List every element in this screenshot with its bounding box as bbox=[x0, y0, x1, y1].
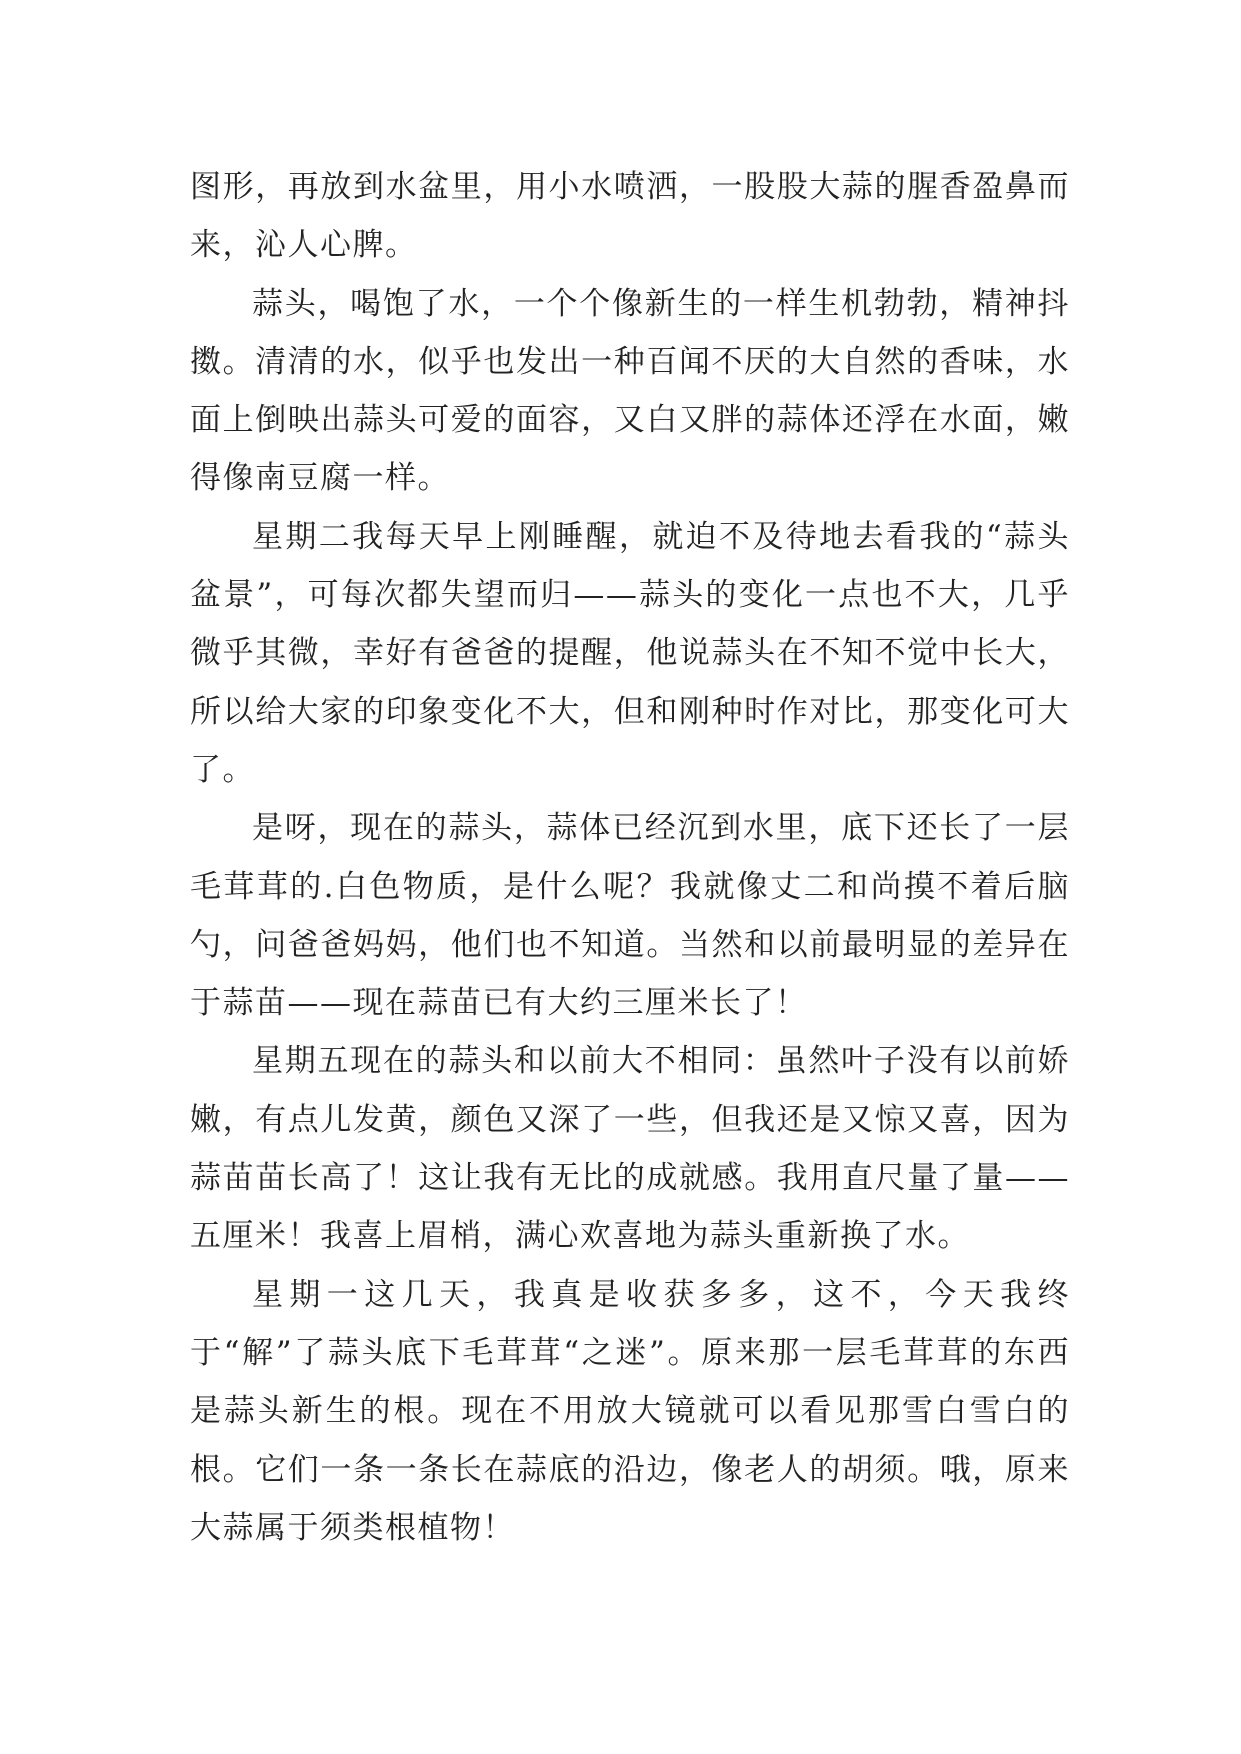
paragraph-1: 图形，再放到水盆里，用小水喷洒，一股股大蒜的腥香盈鼻而来，沁人心脾。 bbox=[190, 169, 1070, 264]
paragraph-6: 星期一这几天，我真是收获多多，这不，今天我终于“解”了蒜头底下毛茸茸“之迷”。原来那一层毛茸茸的东西是蒜头新生的根。现在不用放大镜就可以看见那雪白雪白的根。它们一条一条长在蒜底的沿边，像老人的胡须。哦，原来大蒜属于须类根植物！ bbox=[190, 1276, 1070, 1546]
article-body bbox=[190, 158, 1070, 1557]
paragraph-3: 星期二我每天早上刚睡醒，就迫不及待地去看我的“蒜头盆景”，可每次都失望而归——蒜头的变化一点也不大，几乎微乎其微，幸好有爸爸的提醒，他说蒜头在不知不觉中长大，所以给大家的印象变化不大，但和刚种时作对比，那变化可大了。 bbox=[190, 518, 1070, 788]
paragraph-2: 蒜头，喝饱了水，一个个像新生的一样生机勃勃，精神抖擞。清清的水，似乎也发出一种百闻不厌的大自然的香味，水面上倒映出蒜头可爱的面容，又白又胖的蒜体还浮在水面，嫩得像南豆腐一样。 bbox=[190, 285, 1070, 497]
paragraph-4: 是呀，现在的蒜头，蒜体已经沉到水里，底下还长了一层毛茸茸的.白色物质，是什么呢？我就像丈二和尚摸不着后脑勺，问爸爸妈妈，他们也不知道。当然和以前最明显的差异在于蒜苗——现在蒜苗已有大约三厘米长了！ bbox=[190, 810, 1070, 1022]
paragraph-5: 星期五现在的蒜头和以前大不相同：虽然叶子没有以前娇嫩，有点儿发黄，颜色又深了一些，但我还是又惊又喜，因为蒜苗苗长高了！这让我有无比的成就感。我用直尺量了量——五厘米！我喜上眉梢，满心欢喜地为蒜头重新换了水。 bbox=[190, 1043, 1070, 1255]
